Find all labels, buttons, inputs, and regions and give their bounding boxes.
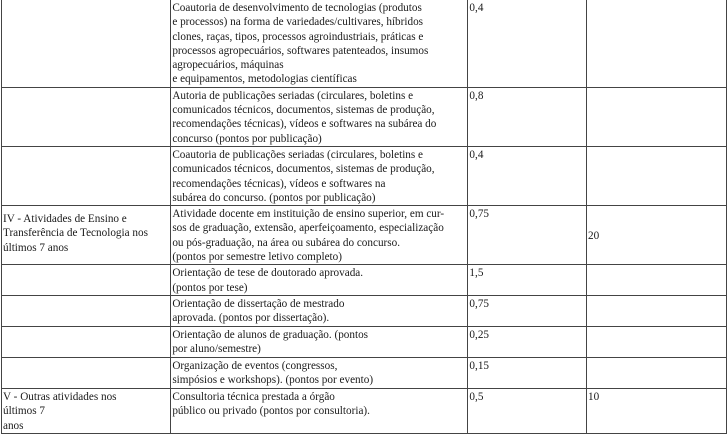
max-cell: [587, 295, 727, 326]
max-cell: 10: [587, 388, 727, 433]
activity-line: clones, raças, tipos, processos agroindustriais, práticas e: [172, 30, 424, 43]
points-cell: 0,15: [468, 357, 587, 388]
activity-line: comunicados técnicos, documentos, sistemas de produção,: [172, 104, 435, 117]
activity-line: processos agropecuários, softwares patenteados, insumos: [172, 44, 429, 57]
category-cell: [2, 357, 171, 388]
activity-line: agropecuários, máquinas: [172, 59, 284, 72]
activity-cell: [171, 146, 468, 205]
points-cell: 0,75: [468, 295, 587, 326]
activity-line: subárea do concurso. (pontos por publicação): [172, 191, 376, 204]
activity-line: simpósios e workshops). (pontos por evento): [172, 374, 374, 387]
points-cell: 0,25: [468, 326, 587, 357]
points-cell: 0,4: [468, 146, 587, 205]
activity-line: Orientação de alunos de graduação. (pontos: [172, 328, 369, 341]
category-line: últimos 7 anos: [3, 241, 69, 254]
activity-line: recomendações técnicas), vídeos e softwares na: [172, 177, 386, 190]
activity-line: concurso (pontos por publicação): [172, 132, 322, 145]
activity-line: (pontos por tese): [172, 281, 248, 294]
table-row: [2, 0, 727, 87]
points-cell: 0,8: [468, 87, 587, 146]
points-cell: 0,5: [468, 388, 587, 433]
category-cell: [2, 146, 171, 205]
activity-line: Orientação de dissertação de mestrado: [172, 297, 345, 310]
table-row: [2, 146, 727, 205]
activity-cell: [171, 0, 468, 87]
activity-line: (pontos por semestre letivo completo): [172, 251, 342, 264]
table-row: [2, 326, 727, 357]
activity-cell: [171, 206, 468, 265]
activity-line: público ou privado (pontos por consultoria).: [172, 405, 370, 418]
category-line: últimos 7: [3, 405, 45, 418]
category-cell: [2, 295, 171, 326]
category-line: V - Outras atividades nos: [3, 390, 117, 403]
activity-line: sos de graduação, extensão, aperfeiçoamento, especialização: [172, 222, 444, 235]
max-cell: [587, 146, 727, 205]
activity-line: Autoria de publicações seriadas (circulares, boletins e: [172, 89, 414, 102]
points-cell: 0,75: [468, 206, 587, 265]
category-line: IV - Atividades de Ensino e: [3, 213, 127, 226]
table-row: [2, 206, 727, 265]
activity-line: aprovada. (pontos por dissertação).: [172, 312, 330, 325]
activity-cell: [171, 265, 468, 296]
activity-line: Consultoria técnica prestada a órgão: [172, 390, 335, 403]
activity-cell: [171, 87, 468, 146]
max-cell: 20: [587, 206, 727, 265]
activity-line: ou pós-graduação, na área ou subárea do concurso.: [172, 236, 401, 249]
max-cell: [587, 357, 727, 388]
category-line: anos: [3, 419, 24, 432]
activity-line: Organização de eventos (congressos,: [172, 359, 338, 372]
category-line: Transferência de Tecnologia nos: [3, 227, 148, 240]
max-cell: [587, 265, 727, 296]
activity-cell: [171, 295, 468, 326]
points-cell: 0,4: [468, 0, 587, 87]
activity-line: por aluno/semestre): [172, 343, 261, 356]
max-cell: [587, 0, 727, 87]
table-row: [2, 265, 727, 296]
category-cell: [2, 388, 171, 433]
table-row: [2, 388, 727, 433]
category-cell: [2, 326, 171, 357]
table-row: [2, 295, 727, 326]
activity-line: Coautoria de desenvolvimento de tecnologias (produtos: [172, 2, 422, 14]
activity-cell: [171, 357, 468, 388]
activity-cell: [171, 326, 468, 357]
max-cell: [587, 326, 727, 357]
activity-line: e equipamentos, metodologias científicas: [172, 73, 357, 86]
activity-line: comunicados técnicos, documentos, sistemas de produção,: [172, 163, 435, 176]
table-row: [2, 357, 727, 388]
activity-cell: [171, 388, 468, 433]
activity-line: recomendações técnicas), vídeos e softwares na subárea do: [172, 118, 437, 131]
category-cell: [2, 87, 171, 146]
category-cell: [2, 265, 171, 296]
category-cell: [2, 0, 171, 87]
table-row: [2, 87, 727, 146]
activity-line: Coautoria de publicações seriadas (circulares, boletins e: [172, 148, 424, 161]
activity-line: Orientação de tese de doutorado aprovada.: [172, 267, 364, 280]
points-cell: 1,5: [468, 265, 587, 296]
category-cell: [2, 206, 171, 265]
max-cell: [587, 87, 727, 146]
scoring-table: [1, 0, 727, 434]
activity-line: Atividade docente em instituição de ensino superior, em cur-: [172, 208, 445, 221]
activity-line: e processos) na forma de variedades/cultivares, híbridos: [172, 16, 424, 29]
